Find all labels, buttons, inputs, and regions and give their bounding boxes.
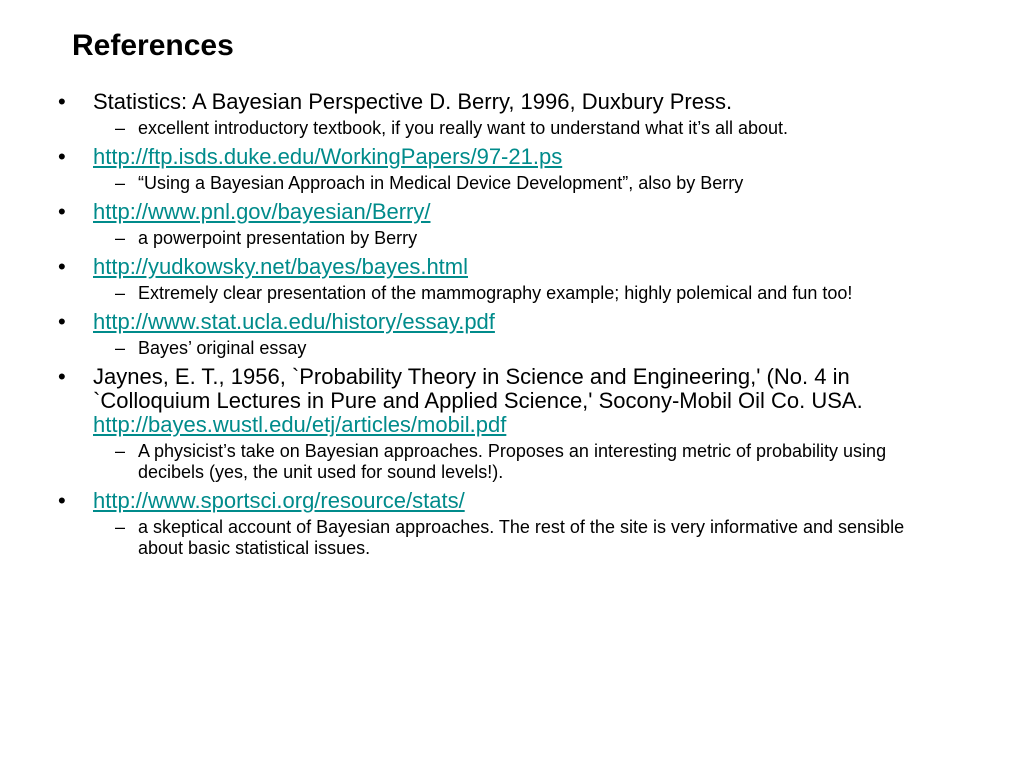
reference-text: Statistics: A Bayesian Perspective D. Berry, 1996, Duxbury Press.	[93, 89, 733, 114]
reference-note-text: A physicist’s take on Bayesian approaches. Proposes an interesting metric of probability using decibels (yes, the unit used for sound levels!).	[138, 441, 887, 482]
reference-item-sportsci	[0, 489, 963, 559]
reference-item-ucla	[0, 310, 963, 359]
reference-note	[93, 338, 908, 359]
reference-link-sportsci[interactable]: http://www.sportsci.org/resource/stats/	[93, 488, 465, 513]
reference-text: Jaynes, E. T., 1956, `Probability Theory in Science and Engineering,' (No. 4 in `Colloquium Lectures in Pure and Applied Science,' Socony-Mobil Oil Co. USA.	[93, 364, 863, 413]
dash-icon: –	[115, 173, 126, 193]
reference-note	[93, 228, 908, 249]
reference-item-duke	[0, 145, 963, 194]
reference-note-text: excellent introductory textbook, if you really want to understand what it’s all about.	[138, 118, 789, 138]
reference-note-text: a powerpoint presentation by Berry	[138, 228, 418, 248]
reference-note	[93, 441, 908, 483]
bullet-icon: •	[58, 144, 66, 169]
reference-note-text: a skeptical account of Bayesian approaches. The rest of the site is very informative and sensible about basic statistical issues.	[138, 517, 905, 558]
dash-icon: –	[115, 441, 126, 461]
reference-note	[93, 118, 908, 139]
bullet-icon: •	[58, 488, 66, 513]
dash-icon: –	[115, 517, 126, 537]
slide-title: References	[72, 29, 234, 62]
bullet-icon: •	[58, 309, 66, 334]
reference-link-yudkowsky[interactable]: http://yudkowsky.net/bayes/bayes.html	[93, 254, 468, 279]
reference-note-text: “Using a Bayesian Approach in Medical Device Development”, also by Berry	[138, 173, 744, 193]
bullet-icon: •	[58, 254, 66, 279]
reference-link-wustl[interactable]: http://bayes.wustl.edu/etj/articles/mobil.pdf	[93, 412, 507, 437]
dash-icon: –	[115, 338, 126, 358]
reference-link-ucla[interactable]: http://www.stat.ucla.edu/history/essay.pdf	[93, 309, 495, 334]
reference-item-pnl	[0, 200, 963, 249]
dash-icon: –	[115, 228, 126, 248]
reference-note	[93, 173, 908, 194]
bullet-icon: •	[58, 199, 66, 224]
reference-link-duke[interactable]: http://ftp.isds.duke.edu/WorkingPapers/97-21.ps	[93, 144, 563, 169]
reference-note	[93, 283, 908, 304]
reference-item-berry-book	[0, 90, 963, 139]
references-list	[0, 86, 1024, 559]
reference-item-yudkowsky	[0, 255, 963, 304]
reference-note	[93, 517, 908, 559]
reference-note-text: Extremely clear presentation of the mammography example; highly polemical and fun too!	[138, 283, 853, 303]
reference-text-jaynes	[93, 365, 963, 437]
reference-note-text: Bayes’ original essay	[138, 338, 307, 358]
dash-icon: –	[115, 283, 126, 303]
bullet-icon: •	[58, 364, 66, 389]
reference-item-jaynes	[0, 365, 963, 483]
reference-link-pnl[interactable]: http://www.pnl.gov/bayesian/Berry/	[93, 199, 431, 224]
bullet-icon: •	[58, 89, 66, 114]
dash-icon: –	[115, 118, 126, 138]
